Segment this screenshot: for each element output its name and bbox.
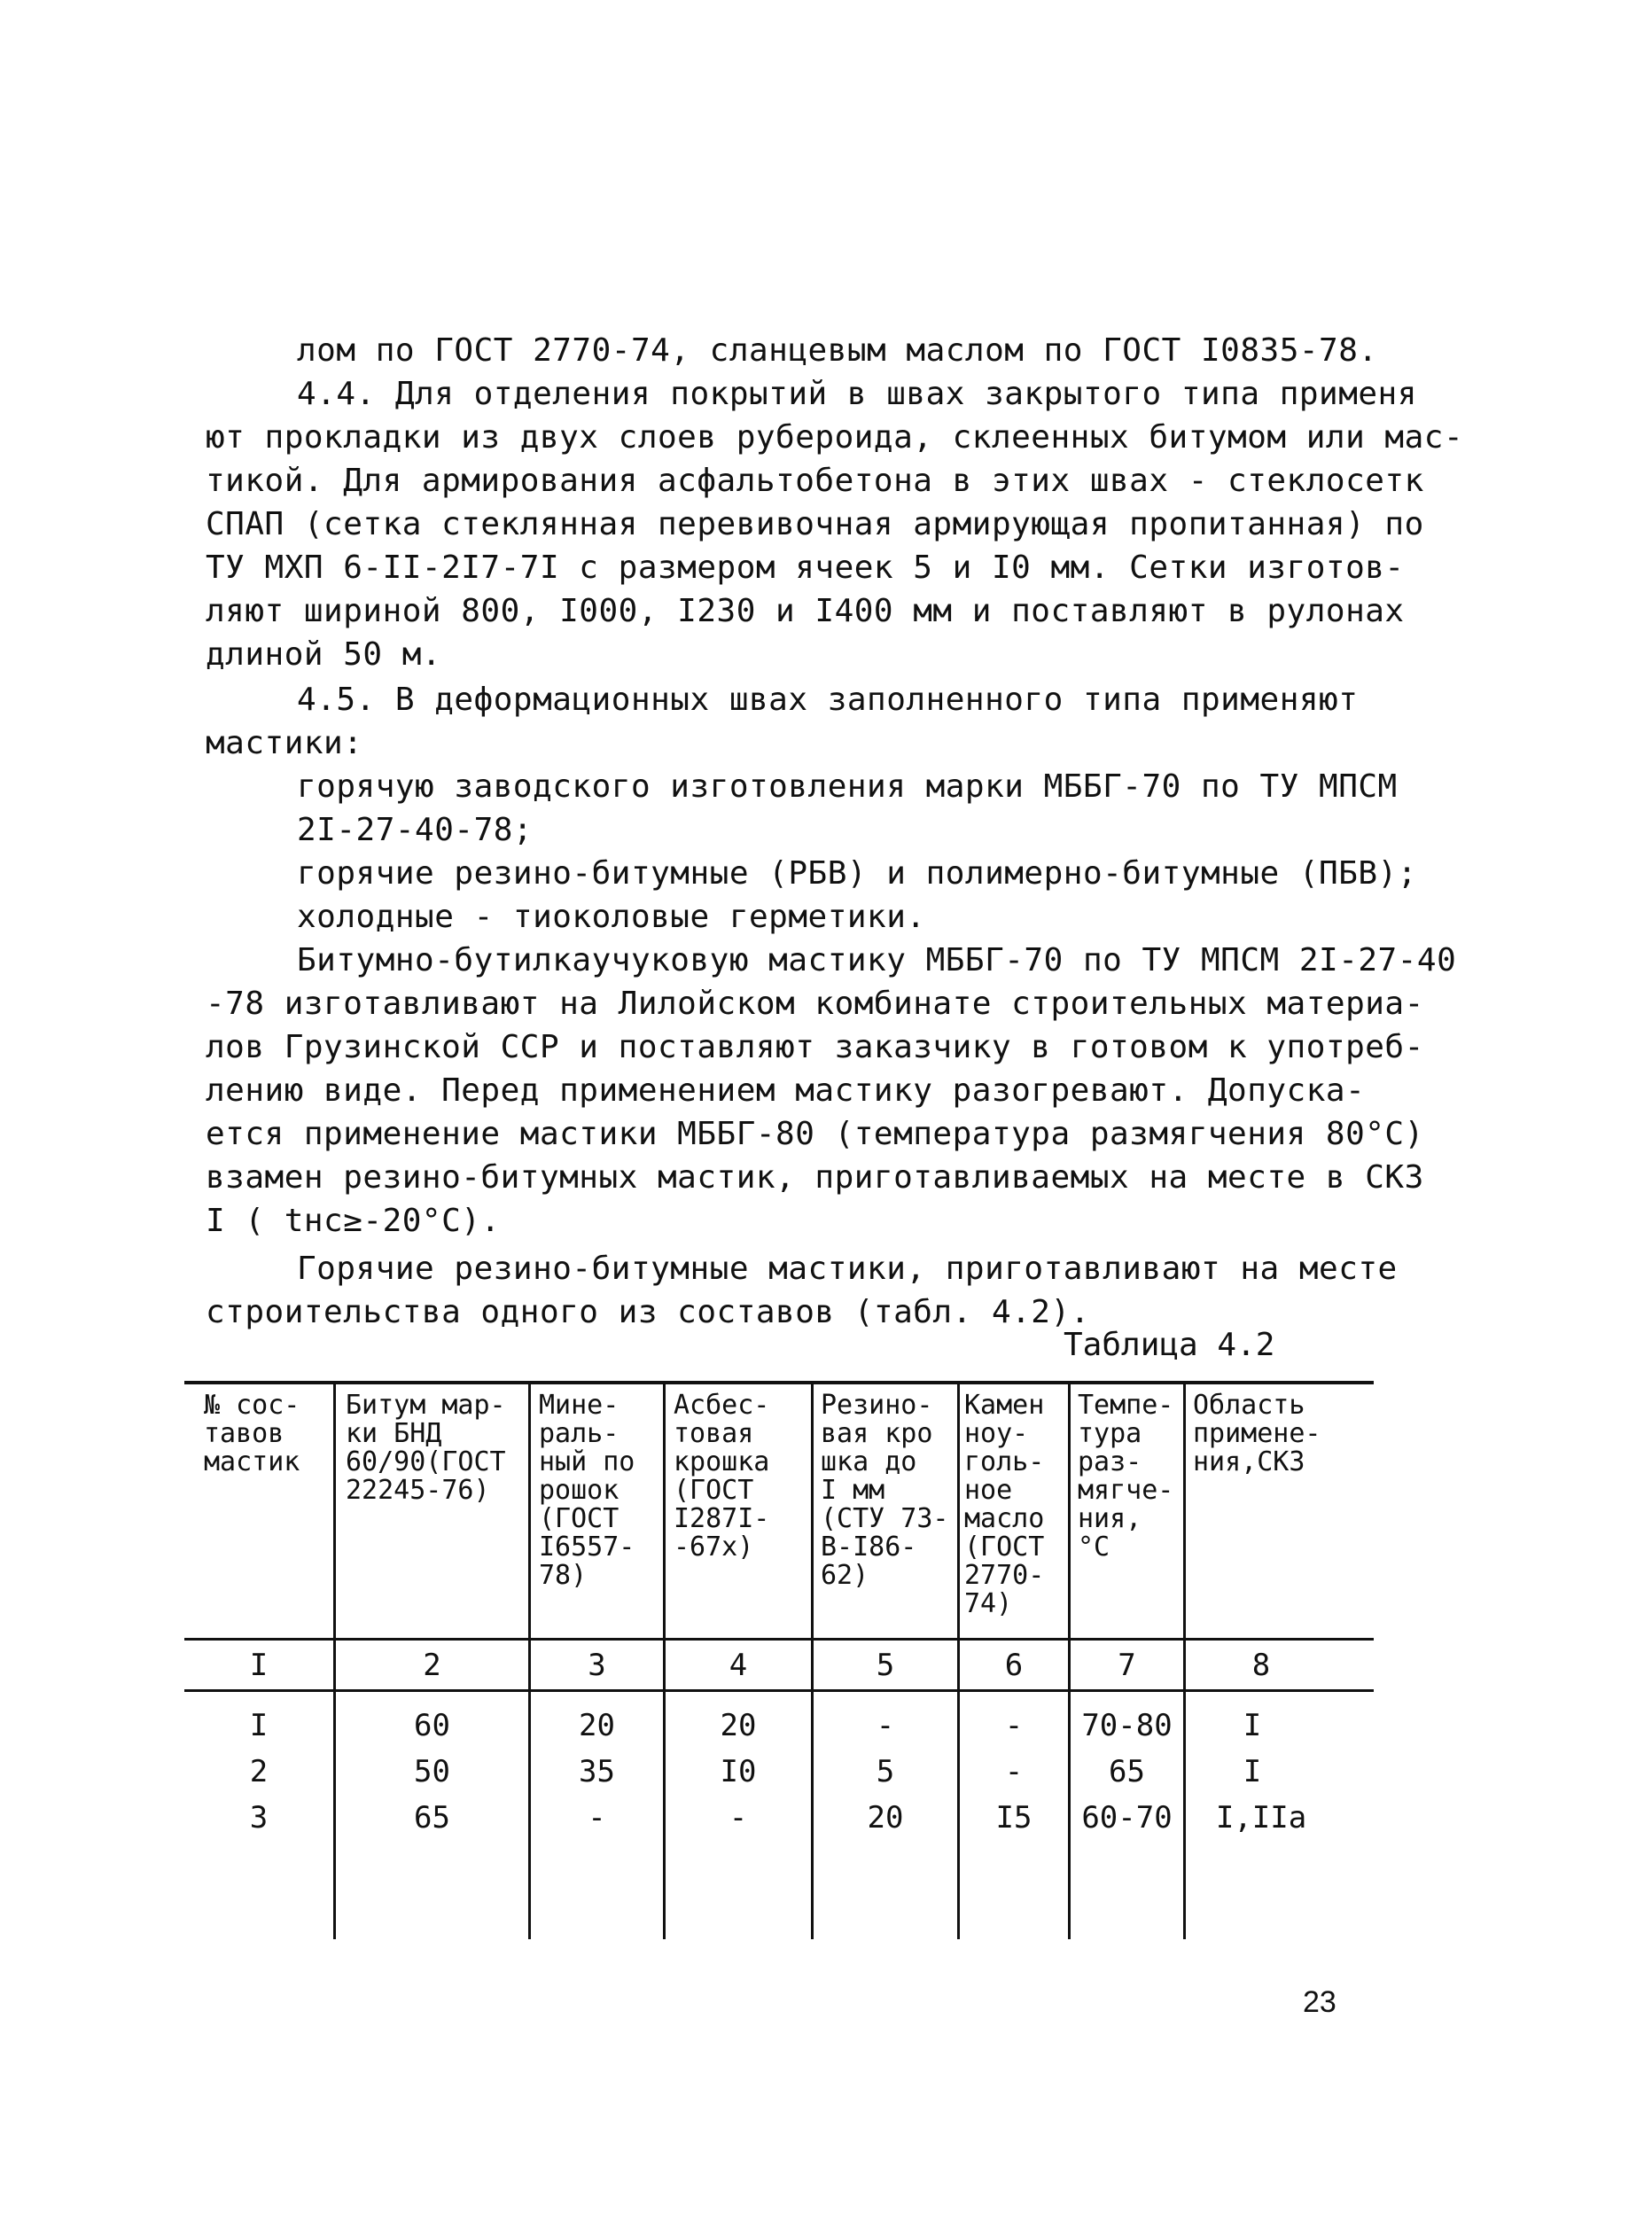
paragraph-line: тикой. Для армирования асфальтобетона в этих швах - стеклосетк [206, 463, 1424, 499]
paragraph-line: строительства одного из составов (табл. 4.2). [206, 1294, 1090, 1330]
header-cell: Мине- раль- ный по рошок (ГОСТ I6557- 78) [539, 1390, 635, 1591]
table-cell: 60 [414, 1708, 450, 1743]
table-cell: 60-70 [1081, 1800, 1173, 1836]
paragraph-line: Горячие резино-битумные мастики, приготавливают на месте [297, 1251, 1398, 1287]
column-number: 4 [729, 1648, 748, 1683]
table-cell: 65 [414, 1800, 450, 1836]
table-cell: - [729, 1800, 748, 1836]
paragraph-line: 4.5. В деформационных швах заполненного типа применяют [297, 682, 1359, 718]
table-cell: I [1243, 1708, 1262, 1743]
paragraph-line: лению виде. Перед применением мастику разогревают. Допуска- [206, 1072, 1366, 1109]
paragraph-line: мастики: [206, 725, 363, 761]
column-number: 5 [876, 1648, 895, 1683]
table-cell: I,IIа [1215, 1800, 1307, 1836]
table-cell: 3 [249, 1800, 269, 1836]
table-cell: 20 [720, 1708, 757, 1743]
paragraph-line: 2I-27-40-78; [297, 812, 534, 848]
header-cell: Область примене- ния,СКЗ [1193, 1390, 1321, 1477]
table-cell: I [249, 1708, 269, 1743]
paragraph-line: 4.4. Для отделения покрытий в швах закрытого типа применя [297, 376, 1417, 412]
paragraph-line: ТУ МХП 6-II-2I7-7I с размером ячеек 5 и I0 мм. Сетки изготов- [206, 550, 1405, 586]
header-cell: Темпе- тура раз- мягче- ния, °С [1078, 1390, 1174, 1563]
header-cell: Битум мар- ки БНД 60/90(ГОСТ 22245-76) [346, 1390, 506, 1506]
paragraph-line: ется применение мастики МББГ-80 (температура размягчения 80°С) [206, 1116, 1424, 1152]
data-table [184, 1381, 1374, 1939]
table-cell: I [1243, 1754, 1262, 1789]
paragraph-line: холодные - тиоколовые герметики. [297, 899, 926, 935]
table-cell: 5 [876, 1754, 895, 1789]
header-cell: Асбес- товая крошка (ГОСТ I287I- -67х) [674, 1390, 770, 1563]
paragraph-line: лом по ГОСТ 2770-74, сланцевым маслом по ГОСТ I0835-78. [297, 332, 1378, 369]
column-number: 7 [1118, 1648, 1136, 1683]
table-cell: - [1004, 1708, 1024, 1743]
paragraph-line: I ( tнс≥-20°С). [206, 1203, 501, 1239]
table-cell: I0 [720, 1754, 757, 1789]
paragraph-line: -78 изготавливают на Лилойском комбинате строительных материа- [206, 986, 1424, 1022]
header-cell: Резино- вая кро шка до I мм (СТУ 73- В-I86- 62) [821, 1390, 949, 1591]
paragraph-line: Битумно-бутилкаучуковую мастику МББГ-70 по ТУ МПСМ 2I-27-40 [297, 942, 1457, 978]
table-cell: I5 [995, 1800, 1032, 1836]
column-number: 8 [1251, 1648, 1271, 1683]
paragraph-line: ют прокладки из двух слоев рубероида, склеенных битумом или мас- [206, 419, 1464, 456]
paragraph-line: длиной 50 м. [206, 636, 442, 673]
table-cell: - [1004, 1754, 1024, 1789]
table-cell: 50 [414, 1754, 450, 1789]
column-number: 2 [423, 1648, 441, 1683]
table-caption: Таблица 4.2 [1064, 1327, 1275, 1363]
page-number: 23 [1303, 1985, 1336, 2019]
column-number: 6 [1004, 1648, 1024, 1683]
table-cell: 35 [579, 1754, 615, 1789]
paragraph-line: ляют шириной 800, I000, I230 и I400 мм и поставляют в рулонах [206, 593, 1405, 629]
paragraph-line: взамен резино-битумных мастик, приготавливаемых на месте в СКЗ [206, 1159, 1424, 1196]
paragraph-line: горячую заводского изготовления марки МББГ-70 по ТУ МПСМ [297, 768, 1398, 805]
header-cell: Камен ноу- голь- ное масло (ГОСТ 2770- 74) [964, 1390, 1045, 1619]
table-cell: 65 [1109, 1754, 1145, 1789]
column-number: 3 [588, 1648, 606, 1683]
table-cell: 20 [867, 1800, 904, 1836]
table-cell: 2 [249, 1754, 269, 1789]
paragraph-line: СПАП (сетка стеклянная перевивочная армирующая пропитанная) по [206, 506, 1424, 542]
table-cell: - [876, 1708, 895, 1743]
column-number: I [249, 1648, 269, 1683]
table-top-rule [184, 1381, 1374, 1384]
paragraph-line: лов Грузинской ССР и поставляют заказчику в готовом к употреб- [206, 1029, 1424, 1065]
table-cell: - [588, 1800, 606, 1836]
col-number-rule [184, 1689, 1374, 1692]
table-cell: 70-80 [1081, 1708, 1173, 1743]
header-rule [184, 1638, 1374, 1641]
table-cell: 20 [579, 1708, 615, 1743]
paragraph-line: горячие резино-битумные (РБВ) и полимерно-битумные (ПБВ); [297, 855, 1417, 892]
header-cell: № сос- тавов мастик [204, 1390, 300, 1477]
